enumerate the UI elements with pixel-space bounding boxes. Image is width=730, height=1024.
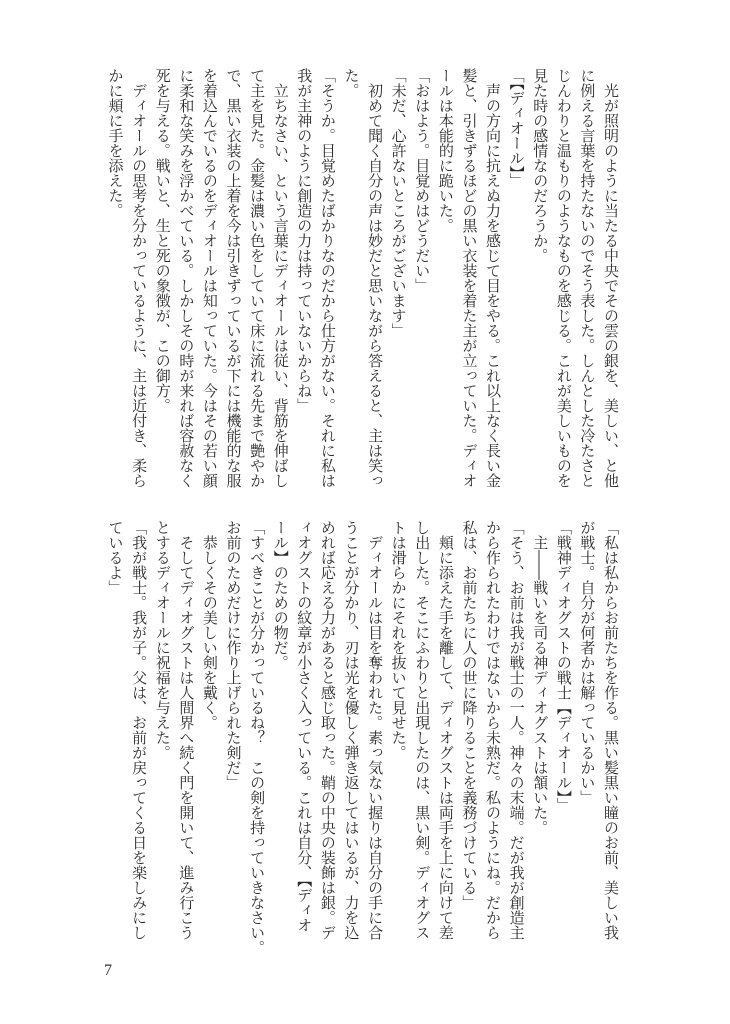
text-line: 恭しくその美しい剣を戴く。 xyxy=(200,520,219,730)
text-line: 立ちなさい、という言葉にディオールは従い、背筋を伸ばし xyxy=(271,68,290,488)
text-line: ィオグストの紋章が小さく入っている。これは自分、【ディオ xyxy=(295,520,314,933)
text-line: から作られたわけではないから未熟だ。私のようにね。だから xyxy=(484,520,503,940)
text-line: で、黒い衣装の上着を今は引きずっているが下には機能的な服 xyxy=(224,68,243,488)
text-line: 私は、お前たちに人の世に降りることを義務づけている」 xyxy=(460,520,479,910)
text-line: 初めて聞く自分の声は妙だと思いながら答えると、主は笑っ xyxy=(366,68,385,488)
text-line: お前のためだけに作り上げられた剣だ」 xyxy=(224,520,243,790)
text-line: 声の方向に抗えぬ力を感じて目をやる。これ以上なく長い金 xyxy=(484,68,503,488)
text-line: 頬に添えた手を離して、ディオグストは両手を上に向けて差 xyxy=(436,520,455,940)
text-line: 「未だ、心許ないところがございます」 xyxy=(389,68,408,338)
text-line: トは滑らかにそれを抜いて見せた。 xyxy=(389,520,408,760)
text-line: ディオールは目を奪われた。素っ気ない握りは自分の手に合 xyxy=(366,520,385,940)
text-line: かに頬に手を添えた。 xyxy=(106,68,125,218)
text-line: 「私は私からお前たちを作る。黒い髪黒い瞳のお前、美しい我 xyxy=(602,520,620,940)
text-block-bottom xyxy=(103,520,622,960)
text-line: 「そうか。目覚めたばかりなのだから仕方がない。それに私は xyxy=(318,68,337,488)
text-line: 「戦神ディオグストの戦士【ディオール】」 xyxy=(554,520,573,813)
text-line: 死を与える。戦いと、生と死の象徴が、この御方。 xyxy=(153,68,172,413)
text-line: た。 xyxy=(342,68,361,98)
text-line: 「そう、お前は我が戦士の一人。神々の末端。だが我が創造主 xyxy=(507,520,526,940)
text-line: が戦士。自分が何者かは解っているかい」 xyxy=(578,520,597,805)
text-line: とするディオールに祝福を与えた。 xyxy=(153,520,172,760)
text-line: 見た時の感情なのだろうか。 xyxy=(531,68,550,263)
text-line: ール】のための物だ。 xyxy=(271,520,290,670)
page-number: 7 xyxy=(104,962,112,979)
text-line: じんわりと温もりのようなものを感じる。これが美しいものを xyxy=(554,68,573,488)
text-line: に例える言葉を持たないのでそう表した。しんとした冷たさと xyxy=(578,68,597,488)
text-line: ールは本能的に跪いた。 xyxy=(436,68,455,233)
text-line: めれば応える力があると感じ取った。鞘の中央の装飾は銀。デ xyxy=(318,520,337,940)
text-line: を着込んでいるのをディオールは知っていた。今はその若い顔 xyxy=(200,68,219,488)
text-line: そしてディオグストは人間界へ続く門を開いて、進み行こう xyxy=(177,520,196,940)
text-line: 髪と、引きずるほどの黒い衣装を着た主が立っていた。ディオ xyxy=(460,68,479,488)
text-line: 光が照明のように当たる中央でその雲の銀を、美しい、と他 xyxy=(602,68,620,488)
text-line: て主を見た。金髪は濃い色をしていて床に流れる先まで艶やか xyxy=(248,68,267,488)
text-line: に柔和な笑みを浮かべている。しかしその時が来れば容赦なく xyxy=(177,68,196,488)
text-block-top xyxy=(103,68,622,500)
text-line: 「我が戦士。我が子。父は、お前が戻ってくる日を楽しみにし xyxy=(130,520,149,940)
text-line: 「【ディオール】」 xyxy=(507,68,526,188)
text-line: ディオールの思考を分かっているように、主は近付き、柔ら xyxy=(130,68,149,488)
text-line: うことが分かり、刃は光を優しく弾き返してはいるが、力を込 xyxy=(342,520,361,940)
text-line: 「おはよう。目覚めはどうだい」 xyxy=(413,68,432,293)
text-line: 主――戦いを司る神ディオグストは頷いた。 xyxy=(531,520,550,835)
text-line: ているよ」 xyxy=(106,520,125,595)
text-line: 我が主神のように創造の力は持っていないからね」 xyxy=(295,68,314,413)
text-line: し出した。そこにふわりと出現したのは、黒い剣。ディオグス xyxy=(413,520,432,940)
text-line: 「すべきことが分かっているね？ この剣を持っていきなさい。 xyxy=(248,520,267,955)
